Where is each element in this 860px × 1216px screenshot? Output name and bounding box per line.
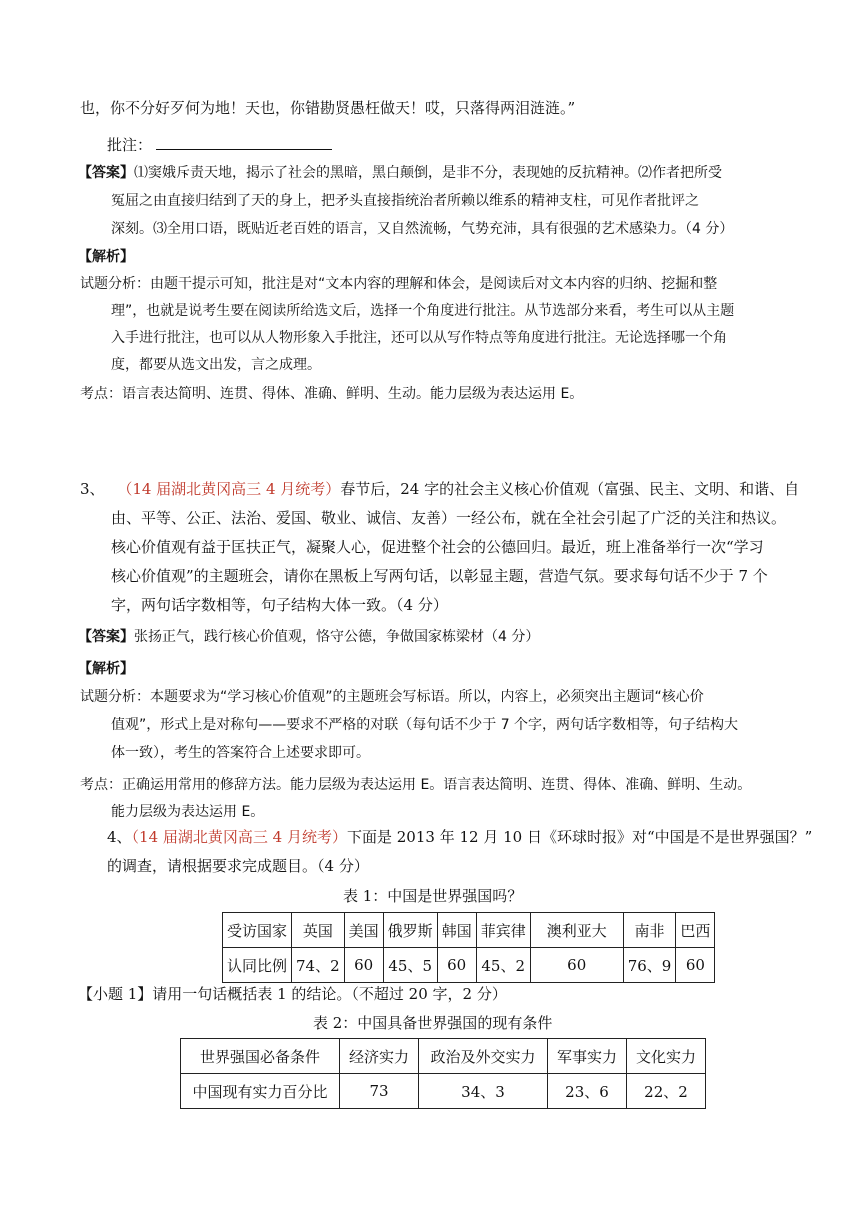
table-cell: 俄罗斯: [383, 913, 437, 948]
table-cell: 23、6: [548, 1074, 627, 1109]
prev-kaodian: 考点：语言表达简明、连贯、得体、准确、鲜明、生动。能力层级为表达运用 E。: [80, 386, 584, 402]
table-cell: 74、2: [292, 948, 345, 983]
table-cell: 认同比例: [223, 948, 292, 983]
table-cell: 经济实力: [340, 1039, 419, 1074]
table-cell: 34、3: [419, 1074, 548, 1109]
table-cell: 45、2: [476, 948, 530, 983]
q3-answer-text: 张扬正气，践行核心价值观，恪守公德，争做国家栋梁材（4 分）: [134, 629, 540, 645]
q3-stem-line-3: 核心价值观有益于匡扶正气，凝聚人心，促进整个社会的公德回归。最近，班上准备举行一次“学习: [111, 538, 764, 556]
table1-row-header: [223, 913, 715, 948]
table1: [222, 912, 715, 983]
table-cell: 南非: [623, 913, 676, 948]
table2-row-values: [181, 1074, 706, 1109]
prev-answer-line-2: 冤屈之由直接归结到了天的身上，把矛头直接指统治者所赖以维系的精神支柱，可见作者批评之: [111, 193, 699, 209]
q3-number: 3、: [80, 480, 105, 498]
q4-stem-first: 下面是 2013 年 12 月 10 日《环球时报》对“中国是不是世界强国？”: [346, 828, 813, 846]
table-cell: 60: [344, 948, 383, 983]
q4-stem-line-2: 的调查，请根据要求完成题目。（4 分）: [107, 857, 369, 875]
q4-sub1: 【小题 1】请用一句话概括表 1 的结论。（不超过 20 字，2 分）: [78, 985, 507, 1003]
table-cell: 政治及外交实力: [419, 1039, 548, 1074]
q4-stem-line-1: [107, 827, 812, 847]
table1-caption: 表 1：中国是世界强国吗？: [343, 887, 523, 905]
table-cell: 文化实力: [627, 1039, 706, 1074]
table-cell: 60: [530, 948, 623, 983]
table-cell: 45、5: [383, 948, 437, 983]
q3-analysis-line-1: 试题分析：本题要求为“学习核心价值观”的主题班会写标语。所以，内容上，必须突出主题词“核心价: [80, 689, 704, 705]
prev-analysis-line-3: 入手进行批注，也可以从人物形象入手批注，还可以从写作特点等角度进行批注。无论选择哪一个角: [111, 330, 727, 346]
q4-number: 4、: [107, 828, 132, 846]
prev-answer-line-1: [78, 163, 722, 183]
q3-answer-tag: 【答案】: [78, 629, 134, 645]
table2-caption: 表 2：中国具备世界强国的现有条件: [313, 1014, 553, 1032]
q3-stem-line-1: [80, 479, 799, 499]
table2-row-header: [181, 1039, 706, 1074]
table-cell: 76、9: [623, 948, 676, 983]
annotation-line: [107, 135, 332, 155]
q3-analysis-line-2: 值观”，形式上是对称句——要求不严格的对联（每句话不少于 7 个字，两句话字数相等，句子结构大: [111, 717, 739, 733]
q3-kaodian-line-2: 能力层级为表达运用 E。: [111, 804, 265, 820]
prev-question-continuation: 也，你不分好歹何为地！天也，你错勘贤愚枉做天！哎，只落得两泪涟涟。”: [80, 99, 576, 117]
q3-source: （14 届湖北黄冈高三 4 月统考）: [117, 480, 341, 498]
table1-row-values: [223, 948, 715, 983]
prev-analysis-line-4: 度，都要从选文出发，言之成理。: [111, 357, 321, 373]
table-cell: 韩国: [437, 913, 476, 948]
q3-stem-line-5: 字，两句话字数相等，句子结构大体一致。（4 分）: [111, 596, 448, 614]
q3-analysis-tag: 【解析】: [78, 661, 134, 677]
q3-answer: [78, 627, 539, 647]
annotation-label: 批注：: [107, 136, 153, 154]
q3-kaodian-line-1: 考点：正确运用常用的修辞方法。能力层级为表达运用 E。语言表达简明、连贯、得体、准确、鲜明、生动。: [80, 777, 752, 793]
table-cell: 受访国家: [223, 913, 292, 948]
table-cell: 73: [340, 1074, 419, 1109]
prev-analysis-line-1: 试题分析：由题干提示可知，批注是对“文本内容的理解和体会，是阅读后对文本内容的归纳、挖掘和整: [80, 276, 718, 292]
table-cell: 菲宾律: [476, 913, 530, 948]
annotation-blank: [156, 135, 332, 150]
table-cell: 中国现有实力百分比: [181, 1074, 340, 1109]
table-cell: 军事实力: [548, 1039, 627, 1074]
answer-tag: 【答案】: [78, 165, 134, 181]
q3-stem-line-2: 由、平等、公正、法治、爱国、敬业、诚信、友善）一经公布，就在全社会引起了广泛的关注和热议。: [111, 509, 787, 527]
table-cell: 巴西: [676, 913, 715, 948]
prev-analysis-tag: 【解析】: [78, 249, 134, 265]
q3-stem-line-4: 核心价值观”的主题班会，请你在黑板上写两句话，以彰显主题，营造气氛。要求每句话不少于 7 个: [111, 567, 768, 585]
table-cell: 世界强国必备条件: [181, 1039, 340, 1074]
table-cell: 美国: [344, 913, 383, 948]
table-cell: 60: [676, 948, 715, 983]
answer-text: ⑴窦娥斥责天地，揭示了社会的黑暗，黑白颠倒，是非不分，表现她的反抗精神。⑵作者把所受: [134, 165, 722, 181]
table2: [180, 1038, 706, 1109]
table-cell: 22、2: [627, 1074, 706, 1109]
q3-stem-first: 春节后，24 字的社会主义核心价值观（富强、民主、文明、和谐、自: [340, 480, 800, 498]
prev-answer-line-3: 深刻。⑶全用口语，既贴近老百姓的语言，又自然流畅，气势充沛，具有很强的艺术感染力。（4 分）: [111, 221, 734, 237]
q3-analysis-line-3: 体一致），考生的答案符合上述要求即可。: [111, 745, 370, 761]
table-cell: 澳利亚大: [530, 913, 623, 948]
table-cell: 英国: [292, 913, 345, 948]
table-cell: 60: [437, 948, 476, 983]
prev-analysis-line-2: 理”，也就是说考生要在阅读所给选文后，选择一个角度进行批注。从节选部分来看，考生可以从主题: [111, 303, 735, 319]
q4-source: （14 届湖北黄冈高三 4 月统考）: [131, 828, 347, 846]
